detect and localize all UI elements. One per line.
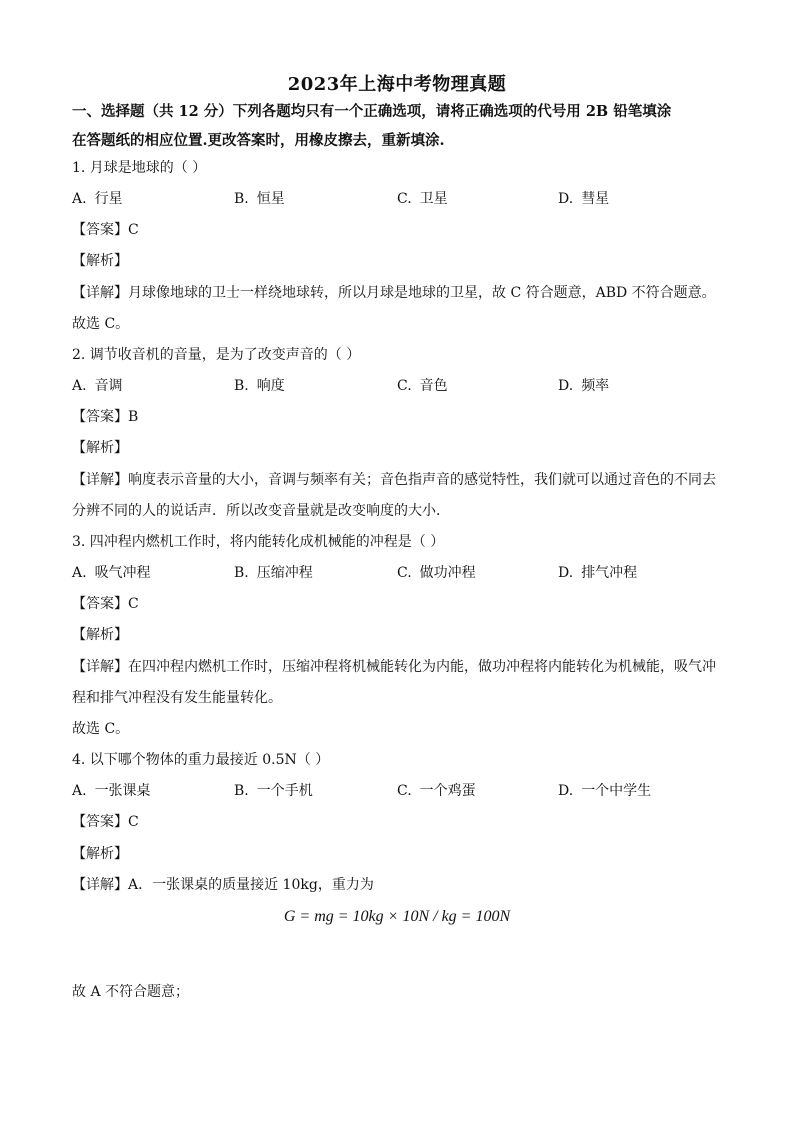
question-1-answer: 【答案】C — [72, 222, 139, 238]
question-3-answer: 【答案】C — [72, 596, 139, 612]
question-4-detail: 【详解】A．一张课桌的质量接近 10kg，重力为 — [72, 877, 374, 893]
page-title: 2023年上海中考物理真题 — [287, 74, 507, 95]
option-b: B. 一个手机 — [234, 783, 313, 799]
question-1-analysis: 【解析】 — [72, 253, 128, 269]
question-2-options — [72, 376, 727, 396]
question-4-analysis: 【解析】 — [72, 846, 128, 862]
question-1-options — [72, 189, 727, 209]
option-b: B. 压缩冲程 — [234, 565, 313, 581]
question-4-stem: 4. 以下哪个物体的重力最接近 0.5N（ ） — [72, 752, 330, 768]
option-d: D. 排气冲程 — [558, 565, 638, 581]
option-c: C. 卫星 — [397, 191, 448, 207]
question-3-stem: 3. 四冲程内燃机工作时，将内能转化成机械能的冲程是（ ） — [72, 534, 445, 550]
option-a: A. 行星 — [72, 191, 123, 207]
option-d: D. 一个中学生 — [558, 783, 652, 799]
option-b: B. 恒星 — [234, 191, 285, 207]
question-3-conclusion: 故选 C。 — [72, 721, 130, 737]
option-a: A. 一张课桌 — [72, 783, 151, 799]
question-3-analysis: 【解析】 — [72, 627, 128, 643]
question-1-conclusion: 故选 C。 — [72, 316, 130, 332]
option-d: D. 彗星 — [558, 191, 610, 207]
option-a: A. 音调 — [72, 378, 123, 394]
question-3-detail-line-1: 【详解】在四冲程内燃机工作时，压缩冲程将机械能转化为内能，做功冲程将内能转化为机械能，吸气冲 — [72, 659, 716, 675]
option-d: D. 频率 — [558, 378, 610, 394]
question-1-stem: 1. 月球是地球的（ ） — [72, 160, 207, 176]
question-4-answer: 【答案】C — [72, 814, 139, 830]
question-2-detail-line-2: 分辨不同的人的说话声．所以改变音量就是改变响度的大小． — [72, 503, 450, 519]
section-instruction-line-2: 在答题纸的相应位置.更改答案时，用橡皮擦去，重新填涂. — [72, 132, 445, 149]
option-c: C. 一个鸡蛋 — [397, 783, 476, 799]
option-c: C. 音色 — [397, 378, 448, 394]
question-2-answer: 【答案】B — [72, 409, 139, 425]
section-instruction-line-1: 一、选择题（共 12 分）下列各题均只有一个正确选项，请将正确选项的代号用 2B 铅笔填涂 — [72, 103, 672, 120]
option-b: B. 响度 — [234, 378, 285, 394]
question-3-options — [72, 563, 727, 583]
question-4-options — [72, 781, 727, 801]
gravity-formula: G = mg = 10kg × 10N / kg = 100N — [283, 908, 511, 925]
question-2-detail-line-1: 【详解】响度表示音量的大小，音调与频率有关；音色指声音的感觉特性，我们就可以通过音色的不同去 — [72, 472, 716, 488]
question-3-detail-line-2: 程和排气冲程没有发生能量转化。 — [72, 690, 282, 706]
question-4-option-a-conclusion: 故 A 不符合题意； — [72, 984, 190, 1000]
question-2-analysis: 【解析】 — [72, 440, 128, 456]
question-2-stem: 2. 调节收音机的音量，是为了改变声音的（ ） — [72, 347, 361, 363]
option-a: A. 吸气冲程 — [72, 565, 151, 581]
option-c: C. 做功冲程 — [397, 565, 476, 581]
question-1-detail: 【详解】月球像地球的卫士一样绕地球转，所以月球是地球的卫星，故 C 符合题意，ABD 不符合题意。 — [72, 285, 716, 301]
